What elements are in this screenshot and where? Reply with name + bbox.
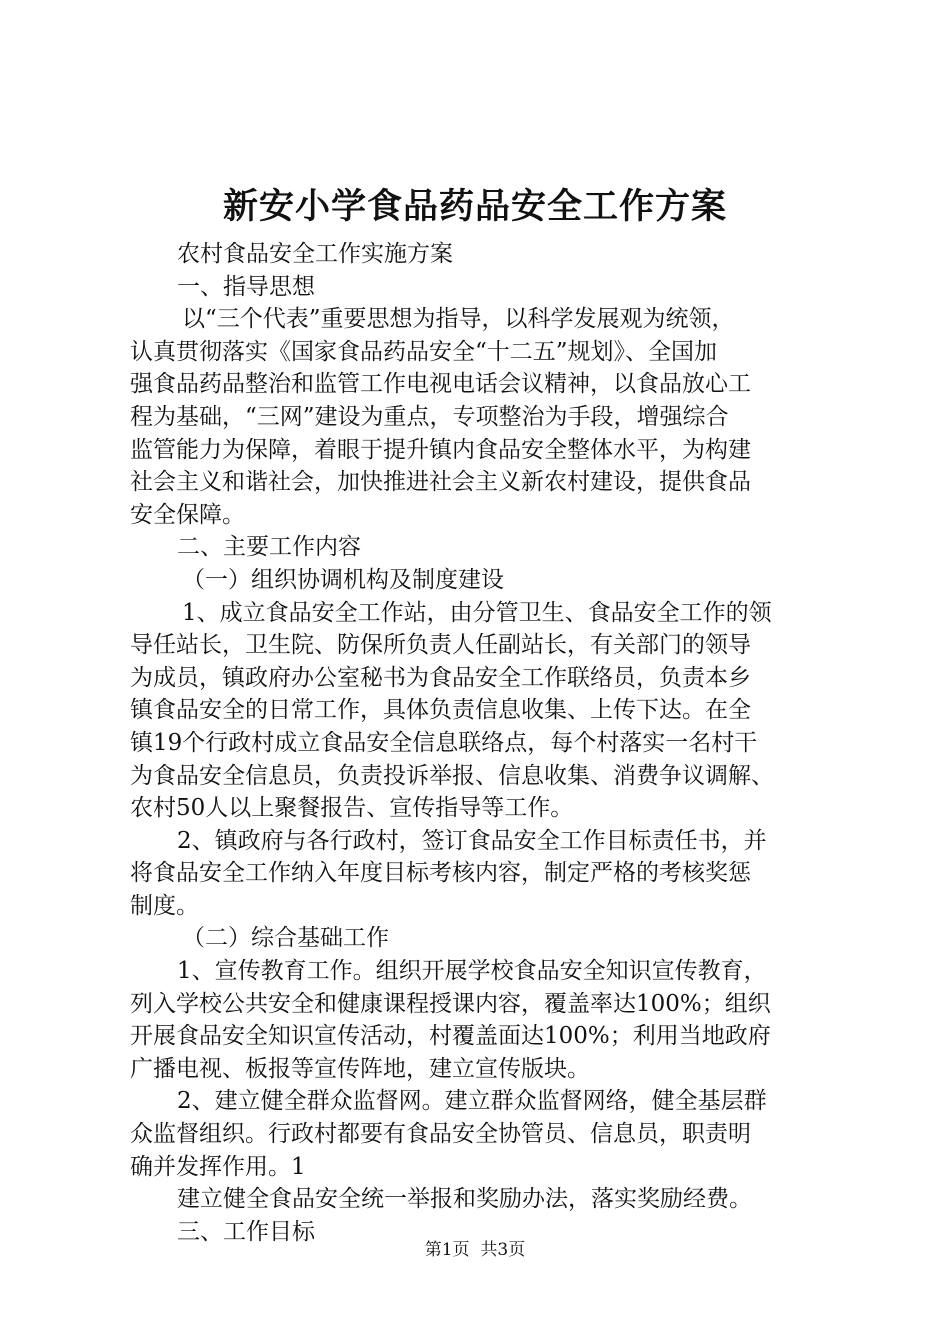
text-line: 二、主要工作内容 (177, 534, 361, 561)
text-line: 认真贯彻落实《国家食品药品安全“十二五”规划》、全国加 (130, 338, 718, 365)
text-line: 镇食品安全的日常工作，具体负责信息收集、上传下达。在全 (130, 697, 751, 724)
text-line: 农村食品安全工作实施方案 (177, 241, 453, 267)
text-line: 程为基础，“三网”建设为重点，专项整治为手段，增强综合 (130, 403, 729, 430)
text-line: 1、宣传教育工作。组织开展学校食品安全知识宣传教育， (177, 958, 767, 985)
text-line: 开展食品安全知识宣传活动，村覆盖面达100%；利用当地政府 (130, 1023, 771, 1050)
text-line: 镇19个行政村成立食品安全信息联络点，每个村落实一名村干 (130, 729, 758, 756)
document-title: 新安小学食品药品安全工作方案 (222, 186, 727, 227)
page-footer (0, 1238, 950, 1262)
text-line: 2、镇政府与各行政村，签订食品安全工作目标责任书，并 (177, 827, 767, 854)
document-body (130, 238, 830, 1248)
text-line: 广播电视、板报等宣传阵地，建立宣传版块。 (130, 1055, 590, 1082)
text-line: 为食品安全信息员，负责投诉举报、信息收集、消费争议调解、 (130, 762, 774, 789)
page-number-label: 第1页 共3页 (424, 1240, 526, 1260)
text-line: 监管能力为保障，着眼于提升镇内食品安全整体水平，为构建 (130, 436, 751, 463)
text-line: 社会主义和谐社会，加快推进社会主义新农村建设，提供食品 (130, 469, 751, 496)
text-line: 将食品安全工作纳入年度目标考核内容，制定严格的考核奖惩 (130, 860, 751, 887)
text-line: （二）综合基础工作 (182, 925, 389, 952)
text-line: 1、成立食品安全工作站，由分管卫生、食品安全工作的领 (182, 599, 772, 626)
text-line: 众监督组织。行政村都要有食品安全协管员、信息员，职责明 (130, 1121, 751, 1148)
text-line: 导任站长，卫生院、防保所负责人任副站长，有关部门的领导 (130, 632, 751, 659)
text-line: 确并发挥作用。1 (130, 1153, 306, 1180)
text-line: （一）组织协调机构及制度建设 (182, 566, 504, 593)
text-line: 制度。 (130, 892, 199, 919)
text-line: 强食品药品整治和监管工作电视电话会议精神，以食品放心工 (130, 371, 751, 398)
text-line: 农村50人以上聚餐报告、宣传指导等工作。 (130, 795, 574, 822)
text-line: 一、指导思想 (177, 273, 315, 300)
text-line: 三、工作目标 (177, 1218, 315, 1245)
text-line: 建立健全食品安全统一举报和奖励办法，落实奖励经费。 (177, 1186, 752, 1213)
text-line: 以“三个代表”重要思想为指导，以科学发展观为统领， (182, 306, 735, 333)
text-line: 为成员，镇政府办公室秘书为食品安全工作联络员，负责本乡 (130, 664, 751, 691)
text-line: 安全保障。 (130, 501, 245, 528)
text-line: 列入学校公共安全和健康课程授课内容，覆盖率达100%；组织 (130, 990, 771, 1017)
text-line: 2、建立健全群众监督网。建立群众监督网络，健全基层群 (177, 1088, 767, 1115)
